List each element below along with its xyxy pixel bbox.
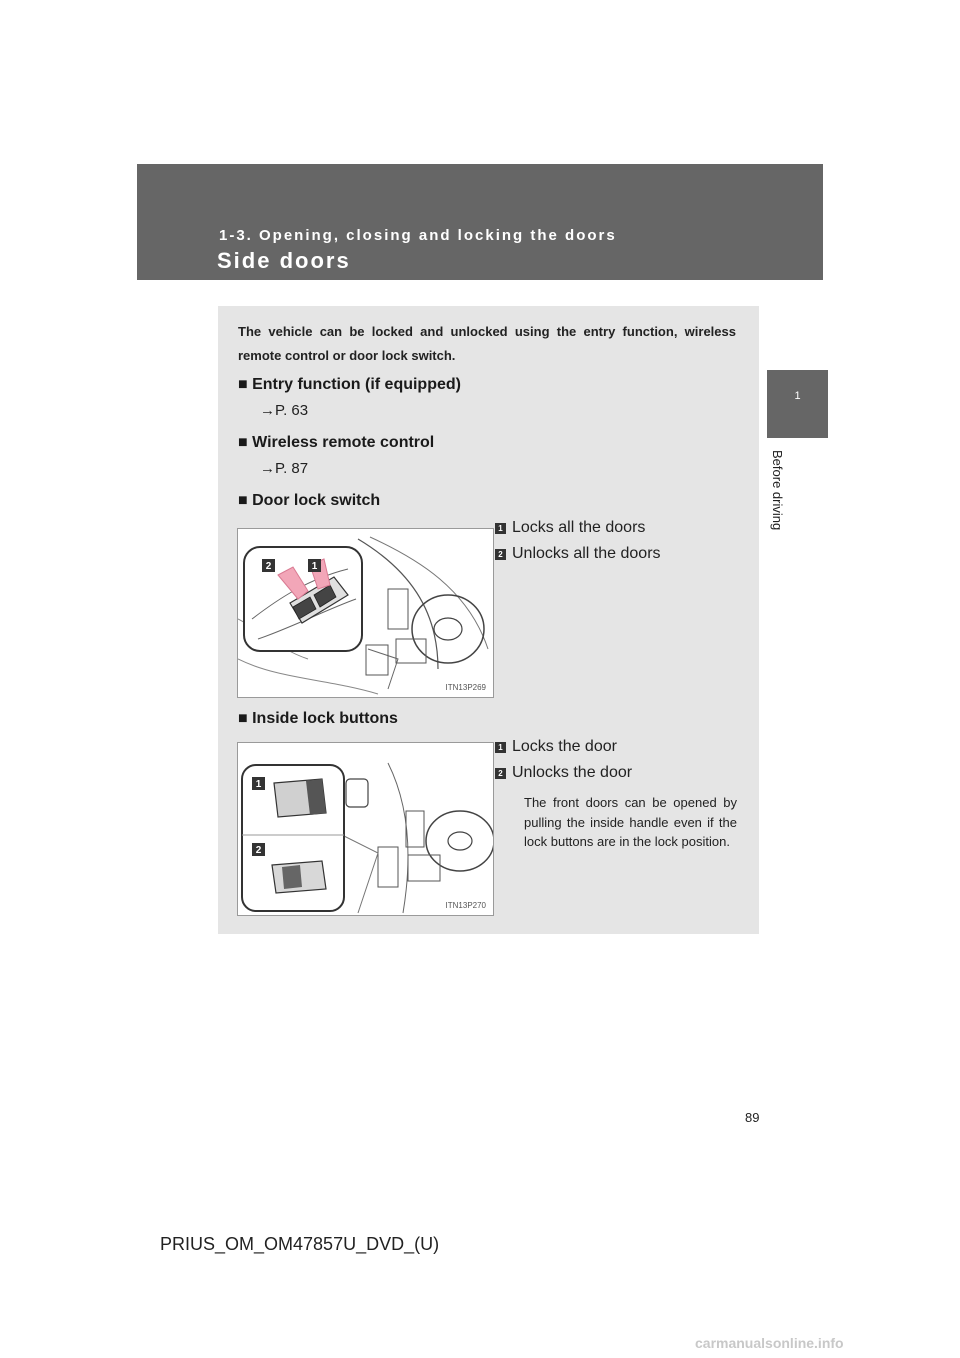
heading-door-lock-switch: ■ Door lock switch: [238, 492, 381, 509]
ref-wireless-remote[interactable]: →P. 87: [260, 460, 309, 477]
inside-lock-buttons-illustration: [238, 743, 493, 915]
caption-text: Unlocks the door: [512, 764, 633, 781]
caption-unlocks-all-doors: [495, 545, 661, 563]
caption-locks-all-doors: [495, 519, 645, 537]
caption-text: Locks all the doors: [512, 519, 646, 536]
note-text: The front doors can be opened by pulling the inside handle even if the lock buttons are in the lock position.: [524, 795, 737, 849]
figure-inside-lock-buttons: [237, 742, 494, 916]
caption-text: Locks the door: [512, 738, 617, 755]
badge-2: 2: [495, 549, 506, 560]
content-panel: [218, 306, 759, 934]
chapter-label-text: Before driving: [770, 450, 785, 531]
svg-text:1: 1: [311, 561, 318, 572]
svg-text:2: 2: [255, 845, 262, 856]
intro-text: The vehicle can be locked and unlocked using the entry function, wireless remote control or door lock switch.: [238, 324, 736, 363]
watermark: carmanualsonline.info: [695, 1335, 844, 1351]
page-title: Side doors: [217, 248, 351, 273]
caption-locks-door: [495, 738, 617, 756]
section-title: 1-3. Opening, closing and locking the doors: [219, 227, 617, 244]
heading-entry-function: ■ Entry function (if equipped): [238, 376, 461, 393]
chapter-label: [769, 450, 791, 540]
page-number: 89: [745, 1110, 760, 1125]
ref-entry-function[interactable]: →P. 63: [260, 402, 309, 419]
page-header: [137, 164, 823, 280]
badge-2: 2: [495, 768, 506, 779]
figure-code: ITN13P270: [445, 901, 486, 910]
chapter-tab[interactable]: [767, 370, 828, 438]
door-lock-switch-illustration: [238, 529, 493, 697]
document-code: PRIUS_OM_OM47857U_DVD_(U): [160, 1234, 440, 1254]
heading-inside-lock-buttons: ■ Inside lock buttons: [238, 710, 398, 727]
badge-1: 1: [495, 742, 506, 753]
badge-1: 1: [495, 523, 506, 534]
caption-text: Unlocks all the doors: [512, 545, 661, 562]
svg-text:1: 1: [255, 779, 262, 790]
figure-door-lock-switch: [237, 528, 494, 698]
svg-text:2: 2: [265, 561, 272, 572]
chapter-number: 1: [794, 390, 801, 402]
heading-wireless-remote: ■ Wireless remote control: [238, 434, 435, 451]
figure-code: ITN13P269: [445, 683, 486, 692]
caption-unlocks-door: [495, 764, 632, 782]
